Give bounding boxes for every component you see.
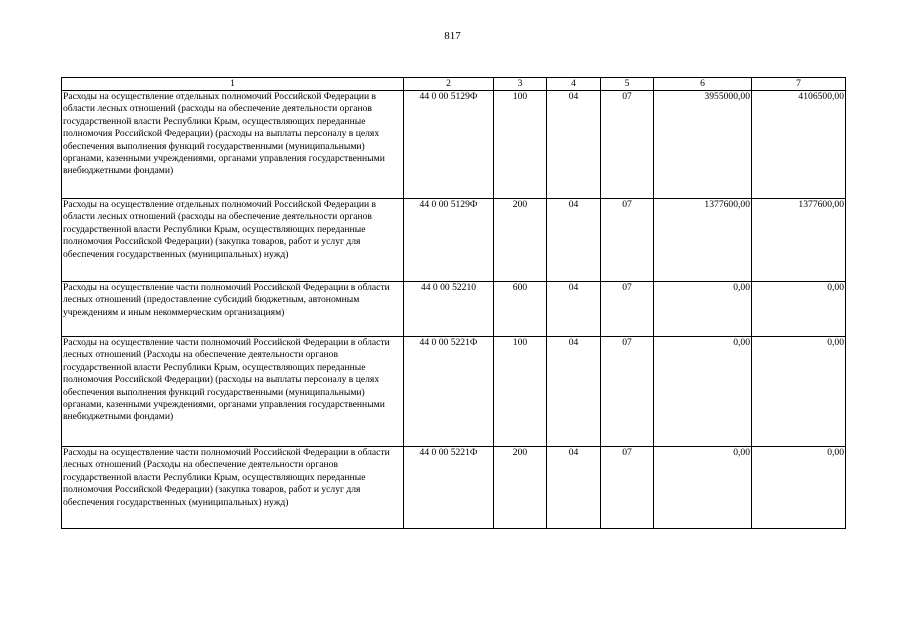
row-subsection: 07 <box>601 337 654 447</box>
row-description: Расходы на осуществление отдельных полномочий Российской Федерации в области лесных отношений (расходы на обеспечение деятельности органов государственной власти Республики Крым, осуществляющих переданные полномочия Российской Федерации) (закупка товаров, работ и услуг для обеспечения государственных (муниципальных) нужд) <box>62 199 404 282</box>
amount-value: 3955000,00 <box>704 91 750 102</box>
amount-value: 0,00 <box>827 447 844 458</box>
row-subsection: 07 <box>601 199 654 282</box>
row-amount-6 <box>654 447 752 529</box>
amount-value: 0,00 <box>733 447 750 458</box>
row-section: 04 <box>547 91 601 199</box>
row-expense-type: 100 <box>494 91 547 199</box>
row-amount-7 <box>752 282 846 337</box>
table-row <box>62 337 846 447</box>
row-expense-type: 200 <box>494 447 547 529</box>
column-header: 2 <box>404 78 494 91</box>
column-header: 3 <box>494 78 547 91</box>
row-amount-6 <box>654 282 752 337</box>
budget-table <box>61 77 846 529</box>
column-header: 5 <box>601 78 654 91</box>
amount-value: 1377600,00 <box>798 199 844 210</box>
row-expense-type: 200 <box>494 199 547 282</box>
table-row <box>62 199 846 282</box>
row-amount-7 <box>752 447 846 529</box>
column-header: 1 <box>62 78 404 91</box>
amount-value: 0,00 <box>733 337 750 348</box>
amount-value: 0,00 <box>733 282 750 293</box>
row-amount-6 <box>654 91 752 199</box>
row-amount-7 <box>752 337 846 447</box>
row-section: 04 <box>547 447 601 529</box>
row-expense-type: 100 <box>494 337 547 447</box>
row-section: 04 <box>547 282 601 337</box>
row-code: 44 0 00 52210 <box>404 282 494 337</box>
header-row <box>62 78 846 91</box>
row-subsection: 07 <box>601 282 654 337</box>
row-code: 44 0 00 5129Ф <box>404 199 494 282</box>
amount-value: 1377600,00 <box>704 199 750 210</box>
row-amount-7 <box>752 199 846 282</box>
amount-value: 0,00 <box>827 337 844 348</box>
row-description: Расходы на осуществление части полномочий Российской Федерации в области лесных отношений (Расходы на обеспечение деятельности органов государственной власти Республики Крым, осуществляющих переданные полномочия Российской Федерации) (расходы на выплаты персоналу в целях обеспечения выполнения функций государственными (муниципальными) органами, казенными учреждениями, органами управления государственными внебюджетными фондами) <box>62 337 404 447</box>
row-code: 44 0 00 5221Ф <box>404 337 494 447</box>
row-subsection: 07 <box>601 91 654 199</box>
row-amount-6 <box>654 337 752 447</box>
row-amount-6 <box>654 199 752 282</box>
row-description: Расходы на осуществление части полномочий Российской Федерации в области лесных отношений (предоставление субсидий бюджетным, автономным учреждениям и иным некоммерческим организациям) <box>62 282 404 337</box>
row-section: 04 <box>547 337 601 447</box>
page-number: 817 <box>444 30 461 42</box>
row-code: 44 0 00 5221Ф <box>404 447 494 529</box>
column-header: 7 <box>752 78 846 91</box>
table-row <box>62 447 846 529</box>
row-description: Расходы на осуществление части полномочий Российской Федерации в области лесных отношений (Расходы на обеспечение деятельности органов государственной власти Республики Крым, осуществляющих переданные полномочия Российской Федерации) (закупка товаров, работ и услуг для обеспечения государственных (муниципальных) нужд) <box>62 447 404 529</box>
table-row <box>62 282 846 337</box>
column-header: 4 <box>547 78 601 91</box>
row-subsection: 07 <box>601 447 654 529</box>
row-amount-7 <box>752 91 846 199</box>
row-expense-type: 600 <box>494 282 547 337</box>
table-row <box>62 91 846 199</box>
row-code: 44 0 00 5129Ф <box>404 91 494 199</box>
amount-value: 4106500,00 <box>798 91 844 102</box>
row-description: Расходы на осуществление отдельных полномочий Российской Федерации в области лесных отношений (расходы на обеспечение деятельности органов государственной власти Республики Крым, осуществляющих переданные полномочия Российской Федерации) (расходы на выплаты персоналу в целях обеспечения выполнения функций государственными (муниципальными) органами, казенными учреждениями, органами управления государственными внебюджетными фондами) <box>62 91 404 199</box>
column-header: 6 <box>654 78 752 91</box>
row-section: 04 <box>547 199 601 282</box>
amount-value: 0,00 <box>827 282 844 293</box>
